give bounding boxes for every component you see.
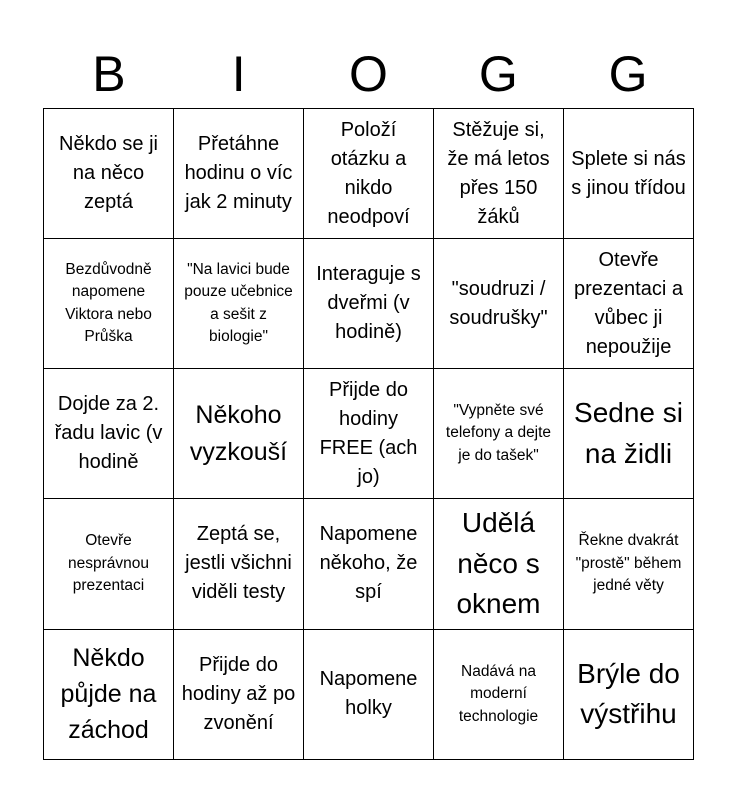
bingo-cell[interactable]: Otevře prezentaci a vůbec ji nepoužije <box>564 239 694 369</box>
title-letter: B <box>92 46 126 102</box>
grid-row <box>44 499 694 630</box>
title-letter: G <box>608 46 648 102</box>
bingo-cell[interactable]: Napomene někoho, že spí <box>304 499 434 630</box>
bingo-cell[interactable]: Napomene holky <box>304 629 434 759</box>
bingo-cell[interactable]: Řekne dvakrát "prostě" během jedné věty <box>564 499 694 630</box>
grid-row <box>44 109 694 239</box>
bingo-cell[interactable]: Interaguje s dveřmi (v hodině) <box>304 239 434 369</box>
bingo-cell[interactable]: Položí otázku a nikdo neodpoví <box>304 109 434 239</box>
bingo-cell[interactable]: Zeptá se, jestli všichni viděli testy <box>174 499 304 630</box>
bingo-cell[interactable]: Přijde do hodiny FREE (ach jo) <box>304 369 434 499</box>
bingo-cell[interactable]: Dojde za 2. řadu lavic (v hodině <box>44 369 174 499</box>
bingo-cell[interactable]: Udělá něco s oknem <box>434 499 564 630</box>
bingo-title <box>44 40 693 108</box>
grid-row <box>44 629 694 759</box>
bingo-cell[interactable]: Přetáhne hodinu o víc jak 2 minuty <box>174 109 304 239</box>
bingo-cell[interactable]: Splete si nás s jinou třídou <box>564 109 694 239</box>
bingo-cell[interactable]: Někdo se ji na něco zeptá <box>44 109 174 239</box>
title-letter: O <box>349 46 388 102</box>
bingo-cell[interactable]: Nadává na moderní technologie <box>434 629 564 759</box>
title-letter: I <box>231 46 246 102</box>
bingo-cell[interactable]: Bezdůvodně napomene Viktora nebo Průška <box>44 239 174 369</box>
bingo-cell[interactable]: Brýle do výstřihu <box>564 629 694 759</box>
bingo-cell[interactable]: Někoho vyzkouší <box>174 369 304 499</box>
bingo-cell[interactable]: "soudruzi / soudrušky" <box>434 239 564 369</box>
bingo-cell[interactable]: Stěžuje si, že má letos přes 150 žáků <box>434 109 564 239</box>
bingo-cell[interactable]: Přijde do hodiny až po zvonění <box>174 629 304 759</box>
bingo-cell[interactable]: Někdo půjde na záchod <box>44 629 174 759</box>
bingo-cell[interactable]: "Na lavici bude pouze učebnice a sešit z biologie" <box>174 239 304 369</box>
bingo-cell[interactable]: Otevře nesprávnou prezentaci <box>44 499 174 630</box>
grid-row <box>44 239 694 369</box>
title-letter: G <box>478 46 518 102</box>
grid-row <box>44 369 694 499</box>
bingo-cell[interactable]: Sedne si na židli <box>564 369 694 499</box>
bingo-cell[interactable]: "Vypněte své telefony a dejte je do tašek" <box>434 369 564 499</box>
bingo-grid <box>43 108 694 760</box>
